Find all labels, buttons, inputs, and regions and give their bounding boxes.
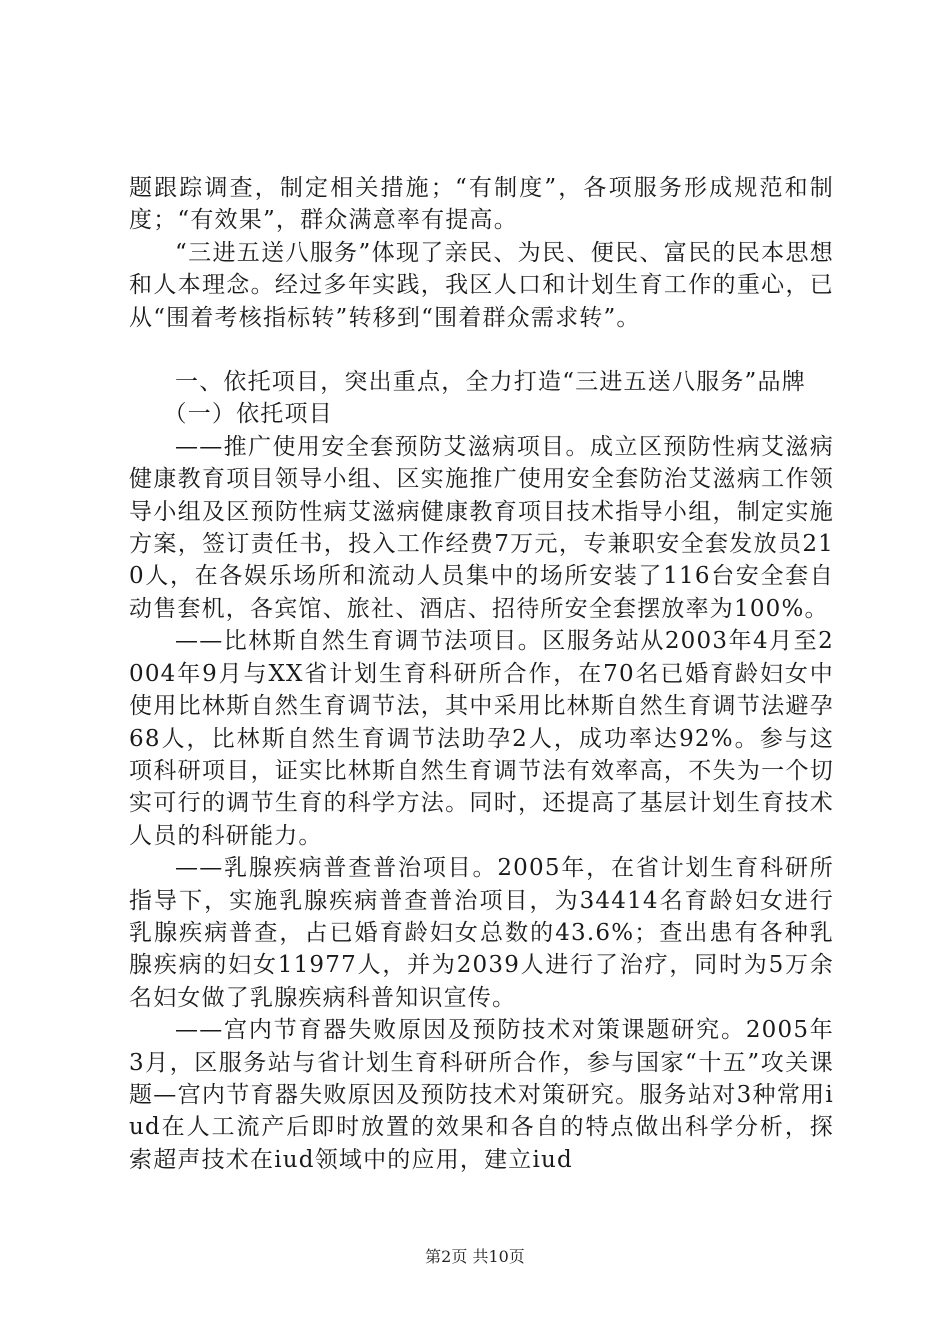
paragraph-continuation: 题跟踪调查，制定相关措施；“有制度”，各项服务形成规范和制度；“有效果”，群众满意率有提高。	[129, 175, 834, 234]
paragraph-gap	[129, 334, 834, 366]
paragraph-breast-screening-project: ——乳腺疾病普查普治项目。2005年，在省计划生育科研所指导下，实施乳腺疾病普查普治项目，为34414名育龄妇女进行乳腺疾病普查，占已婚育龄妇女总数的43.6%；查出患有各种乳腺疾病的妇女11977人，并为2039人进行了治疗，同时为5万余名妇女做了乳腺疾病科普知识宣传。	[129, 855, 834, 1011]
page-number: 第2页 共10页	[425, 1247, 525, 1266]
section-heading: 一、依托项目，突出重点，全力打造“三进五送八服务”品牌	[175, 369, 806, 396]
document-body	[129, 172, 834, 1176]
subsection-heading: （一）依托项目	[163, 401, 333, 428]
paragraph-condom-project: ——推广使用安全套预防艾滋病项目。成立区预防性病艾滋病健康教育项目领导小组、区实施推广使用安全套防治艾滋病工作领导小组及区预防性病艾滋病健康教育项目技术指导小组，制定实施方案，签订责任书，投入工作经费7万元，专兼职安全套发放员210人，在各娱乐场所和流动人员集中的场所安装了116台安全套自动售套机，各宾馆、旅社、酒店、招待所安全套摆放率为100%。	[129, 433, 834, 622]
paragraph-iud-research: ——宫内节育器失败原因及预防技术对策课题研究。2005年3月，区服务站与省计划生育科研所合作，参与国家“十五”攻关课题—宫内节育器失败原因及预防技术对策研究。服务站对3种常用iud在人工流产后即时放置的效果和各自的特点做出科学分析，探索超声技术在iud领域中的应用，建立iud	[129, 1017, 834, 1173]
paragraph-billings-project: ——比林斯自然生育调节法项目。区服务站从2003年4月至2004年9月与XX省计划生育科研所合作，在70名已婚育龄妇女中使用比林斯自然生育调节法，其中采用比林斯自然生育调节法避孕68人，比林斯自然生育调节法助孕2人，成功率达92%。参与这项科研项目，证实比林斯自然生育调节法有效率高，不失为一个切实可行的调节生育的科学方法。同时，还提高了基层计划生育技术人员的科研能力。	[129, 628, 834, 849]
paragraph-summary: “三进五送八服务”体现了亲民、为民、便民、富民的民本思想和人本理念。经过多年实践，我区人口和计划生育工作的重心，已从“围着考核指标转”转移到“围着群众需求转”。	[129, 239, 834, 331]
